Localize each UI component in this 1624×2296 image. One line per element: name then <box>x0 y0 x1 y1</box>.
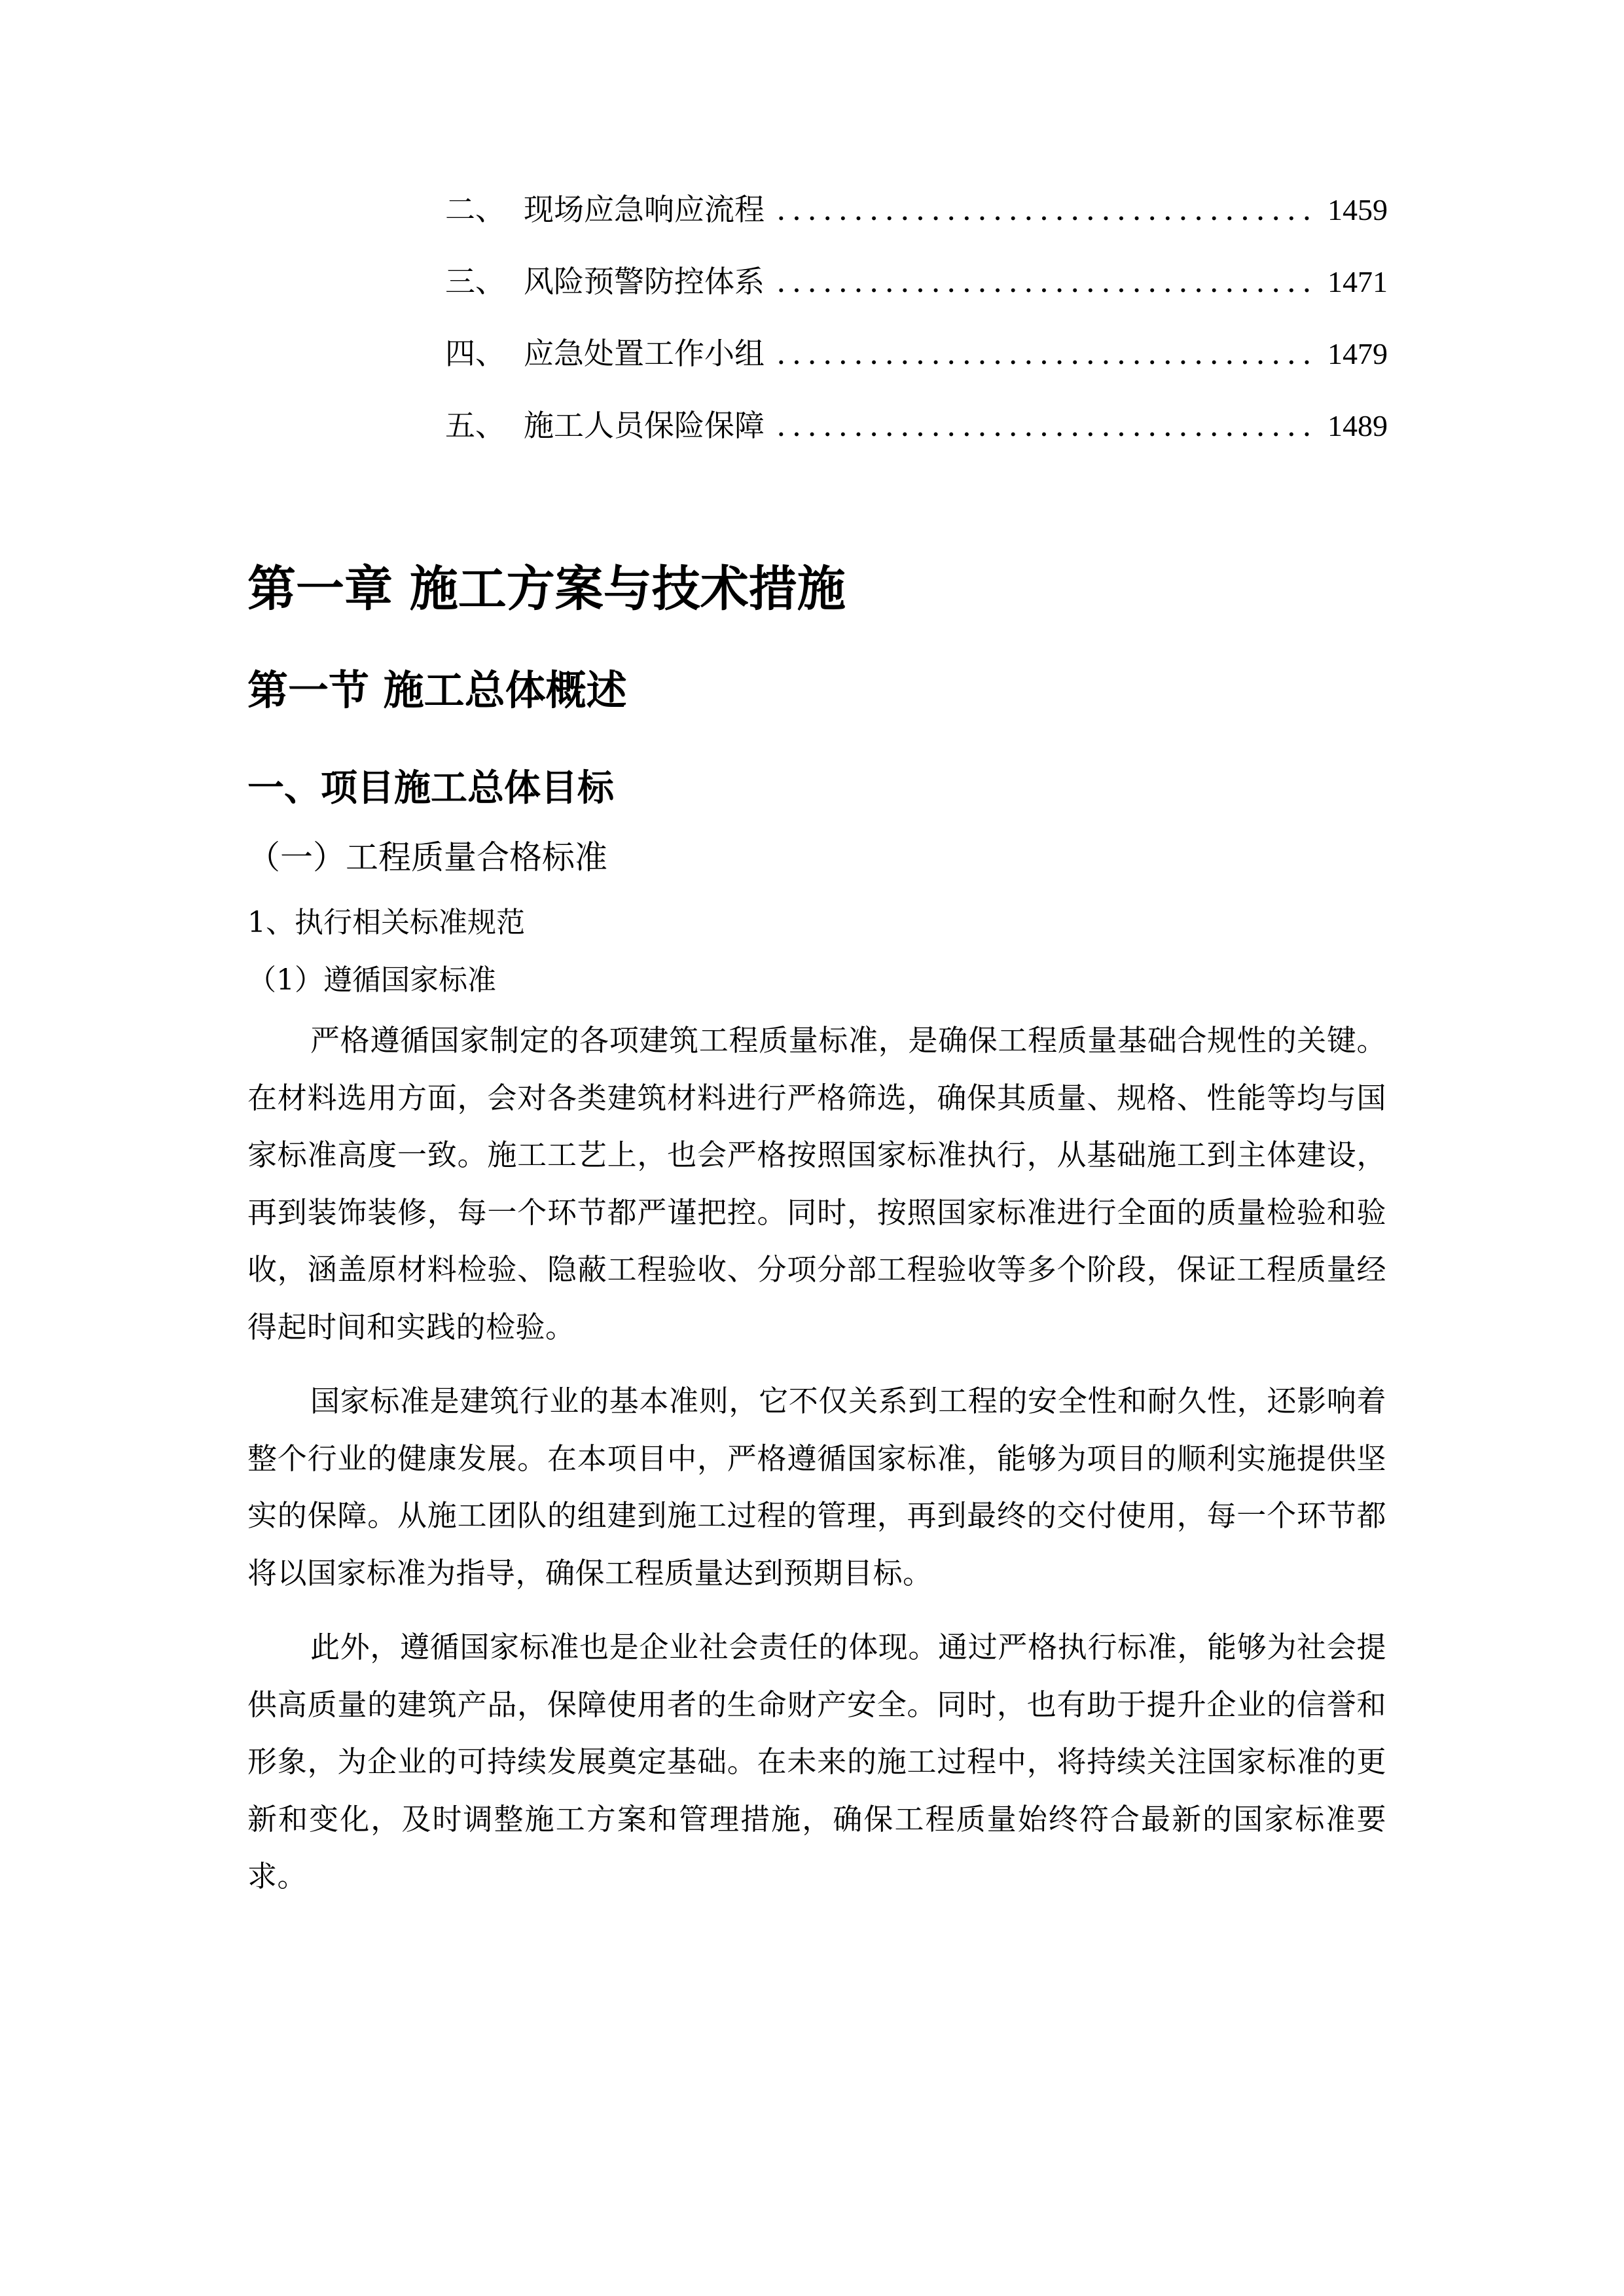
toc-entry-title: 现场应急响应流程 <box>524 192 765 227</box>
heading-level-2: （一）工程质量合格标准 <box>247 838 607 876</box>
toc-entry[interactable] <box>445 262 1388 334</box>
toc-leader-dots <box>776 190 1316 229</box>
heading-level-1: 一、项目施工总体目标 <box>247 767 614 810</box>
toc-entry-title: 应急处置工作小组 <box>524 336 765 371</box>
paragraph: 国家标准是建筑行业的基本准则，它不仅关系到工程的安全性和耐久性，还影响着整个行业的健康发展。在本项目中，严格遵循国家标准，能够为项目的顺利实施提供坚实的保障。从施工团队的组建到施工过程的管理，再到最终的交付使用，每一个环节都将以国家标准为指导，确保工程质量达到预期目标。 <box>247 1384 1386 1590</box>
toc-entry[interactable] <box>445 190 1388 262</box>
toc-entry-number: 五、 <box>445 408 505 443</box>
paragraph: 此外，遵循国家标准也是企业社会责任的体现。通过严格执行标准，能够为社会提供高质量的建筑产品，保障使用者的生命财产安全。同时，也有助于提升企业的信誉和形象，为企业的可持续发展奠定基础。在未来的施工过程中，将持续关注国家标准的更新和变化，及时调整施工方案和管理措施，确保工程质量始终符合最新的国家标准要求。 <box>247 1630 1386 1893</box>
toc-entry-title: 风险预警防控体系 <box>524 264 765 299</box>
body-text <box>247 1012 1386 1922</box>
toc-entry-number: 四、 <box>445 336 505 371</box>
toc-entry-page: 1471 <box>1327 265 1388 298</box>
toc-entry[interactable] <box>445 406 1388 478</box>
toc-leader-dots <box>776 262 1316 301</box>
paragraph: 严格遵循国家制定的各项建筑工程质量标准，是确保工程质量基础合规性的关键。在材料选用方面，会对各类建筑材料进行严格筛选，确保其质量、规格、性能等均与国家标准高度一致。施工工艺上，也会严格按照国家标准执行，从基础施工到主体建设，再到装饰装修，每一个环节都严谨把控。同时，按照国家标准进行全面的质量检验和验收，涵盖原材料检验、隐蔽工程验收、分项分部工程验收等多个阶段，保证工程质量经得起时间和实践的检验。 <box>247 1023 1386 1344</box>
heading-level-4: （1）遵循国家标准 <box>247 963 496 997</box>
heading-level-3: 1、执行相关标准规范 <box>247 906 525 939</box>
toc-leader-dots <box>776 334 1316 373</box>
toc-entry-page: 1479 <box>1327 337 1388 370</box>
toc-entry-page: 1489 <box>1327 409 1388 442</box>
toc-entry-title: 施工人员保险保障 <box>524 408 765 443</box>
chapter-title: 第一章 施工方案与技术措施 <box>247 561 846 617</box>
toc-entry-page: 1459 <box>1327 193 1388 226</box>
table-of-contents <box>445 190 1388 478</box>
toc-entry-number: 二、 <box>445 192 505 227</box>
toc-entry[interactable] <box>445 334 1388 406</box>
toc-entry-number: 三、 <box>445 264 505 299</box>
section-title: 第一节 施工总体概述 <box>247 666 627 714</box>
toc-leader-dots <box>776 406 1316 445</box>
